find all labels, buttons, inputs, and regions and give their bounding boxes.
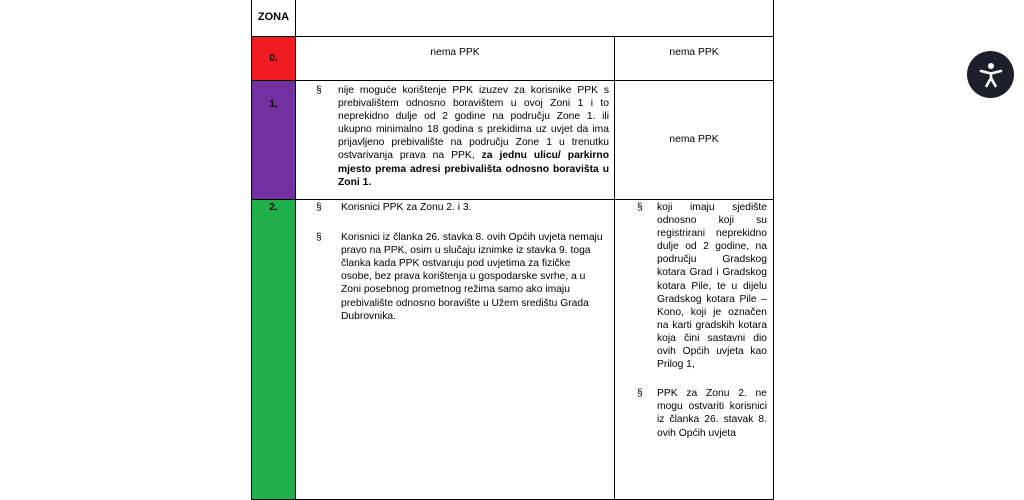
zone-0-label: 0.: [269, 52, 278, 64]
zone-1-label: 1.: [269, 99, 278, 110]
zone-1-col3: [615, 81, 774, 200]
zone-2-col3-bullet-2: [615, 387, 767, 439]
zone-2-col3-bullet-1: [615, 201, 767, 371]
section-mark-icon: §: [316, 202, 322, 213]
accessibility-button[interactable]: [967, 51, 1014, 98]
zone-0-col3: [615, 37, 774, 81]
zona-header: ZONA: [252, 0, 296, 37]
zone-2-col2: [296, 200, 615, 500]
zone-2-label: 2.: [269, 202, 278, 213]
zone-0-col3-text: nema PPK: [669, 47, 719, 58]
zone-1-cell: [252, 81, 296, 200]
zone-2-bullet-2: [296, 231, 604, 323]
table-header-row: [252, 0, 774, 37]
zone-2-bullet-1-text: Korisnici PPK za Zonu 2. i 3.: [341, 202, 472, 213]
zone-2-bullet-2-text: Korisnici iz članka 26. stavka 8. ovih Općih uvjeta nemaju pravo na PPK, osim u slučaju iznimke iz stavka 9. toga članka kada PPK ostvaruju pod uvjetima za fizičke osobe, bez prava korištenja u gospodarske svrhe, a u Zoni posebnog prometnog režima samo ako imaju prebivalište odnosno boravište u Užem središtu Grada Dubrovnika.: [341, 232, 603, 322]
table-row-zone-0: [252, 37, 774, 81]
zone-2-col3-bullet-2-text: PPK za Zonu 2. ne mogu ostvariti korisnici iz članka 26. stavak 8. ovih Općih uvjeta: [657, 388, 767, 439]
zone-2-bullet-1: [296, 201, 604, 214]
zone-0-col2: [296, 37, 615, 81]
table-row-zone-1: [252, 81, 774, 200]
section-mark-icon: §: [637, 202, 643, 213]
zones-table: [251, 0, 774, 500]
section-mark-icon: §: [637, 388, 643, 400]
zone-1-bold-text: za jednu ulicu/ parkirno mjesto prema adresi prebivališta odnosno boravišta u Zoni 1.: [338, 150, 609, 188]
section-mark-icon: §: [316, 85, 322, 96]
zone-1-col2: [296, 81, 615, 200]
table-row-zone-2: [252, 200, 774, 500]
zone-1-bullet: [296, 84, 609, 189]
zone-1-text: nije moguće korištenje PPK izuzev za korisnike PPK s prebivalištem odnosno boravištem u ovoj Zoni 1 i to neprekidno dulje od 2 godine na području Zone 1. ili ukupno minimalno 18 godina s prekidima uz uvjet da ima prijavljeno prebivalište na području Zone 1 u trenutku ostvarivanja prava na PPK,: [338, 85, 609, 162]
zone-2-col3: [615, 200, 774, 500]
accessibility-icon: [976, 60, 1006, 90]
zone-1-paragraph: [334, 84, 609, 189]
zone-1-col3-text: nema PPK: [669, 134, 719, 146]
zone-0-col2-text: nema PPK: [430, 47, 480, 58]
section-mark-icon: §: [316, 232, 322, 244]
zone-0-cell: [252, 37, 296, 81]
zone-2-col3-bullet-1-text: koji imaju sjedište odnosno koji su registrirani neprekidno dulje od 2 godine, na području Gradskog kotara Grad i Gradskog kotara Pile, te u dijelu Gradskog kotara Pile – Kono, koji je označen na karti gradskih kotara koja čini sastavni dio ovih Općih uvjeta kao Prilog 1,: [657, 202, 767, 371]
zone-2-cell: [252, 200, 296, 500]
header-empty-cell: [296, 0, 774, 37]
